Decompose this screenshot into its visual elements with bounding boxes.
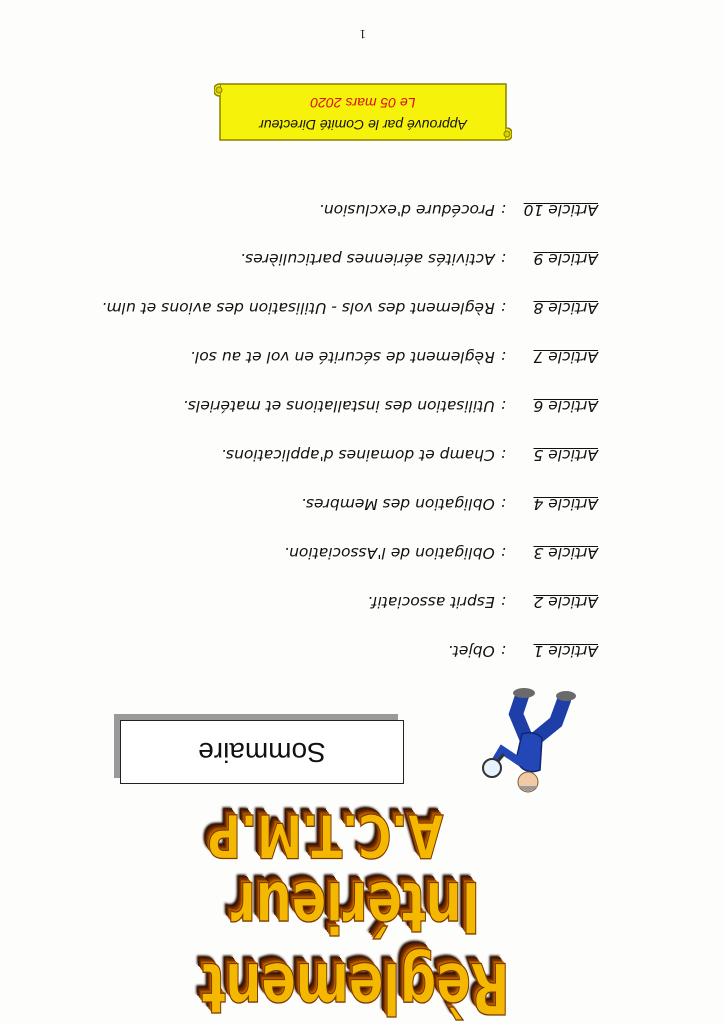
approval-text: Approuvé par le Comité Directeur [259, 117, 467, 133]
list-item: Article 10 : Procédure d'exclusion. [318, 201, 598, 219]
article-title: Procédure d'exclusion. [318, 201, 495, 219]
article-title: Obligation de l'Association. [284, 544, 495, 562]
list-item: Article 9 : Activités aériennes particulières. [240, 250, 598, 268]
article-label: Article 6 [533, 397, 598, 415]
article-label: Article 8 [533, 299, 598, 317]
title-line-2: A.C.T.M.P [208, 800, 444, 872]
list-item: Article 7 : Règlement de sécurité en vol et au sol. [190, 348, 598, 366]
approval-date: Le 05 mars 2020 [310, 95, 416, 111]
list-item: Article 6 : Utilisation des installations et matériels. [182, 397, 598, 415]
list-item: Article 1 : Objet. [447, 642, 598, 660]
list-item: Article 4 : Obligation des Membres. [301, 495, 598, 513]
summary-heading-box [120, 720, 404, 784]
article-label: Article 5 [533, 446, 598, 464]
article-title: Obligation des Membres. [301, 495, 495, 513]
article-label: Article 2 [533, 593, 598, 611]
article-label: Article 4 [533, 495, 598, 513]
approval-scroll [214, 80, 512, 144]
title-line-1: Règlement Intérieur [202, 865, 510, 1027]
list-item: Article 3 : Obligation de l'Association. [284, 544, 598, 562]
article-title: Règlement de sécurité en vol et au sol. [190, 348, 495, 366]
article-title: Esprit associatif. [367, 593, 495, 611]
article-label: Article 10 [523, 201, 598, 219]
page-number: 1 [359, 27, 366, 42]
article-title: Activités aériennes particulières. [240, 250, 495, 268]
article-label: Article 1 [533, 642, 598, 660]
article-title: Utilisation des installations et matériels. [182, 397, 495, 415]
article-title: Objet. [447, 642, 495, 660]
list-item: Article 5 : Champ et domaines d'applications. [221, 446, 598, 464]
article-list [38, 170, 598, 660]
article-label: Article 3 [533, 544, 598, 562]
title-wordart [76, 800, 636, 1027]
list-item: Article 2 : Esprit associatif. [367, 593, 598, 611]
article-label: Article 9 [533, 250, 598, 268]
article-title: Règlement des vols - Utilisation des avions et ulm. [101, 299, 495, 317]
summary-heading: Sommaire [198, 737, 326, 768]
inspector-with-magnifier-icon [474, 688, 586, 800]
article-title: Champ et domaines d'applications. [221, 446, 495, 464]
article-label: Article 7 [533, 348, 598, 366]
list-item: Article 8 : Règlement des vols - Utilisation des avions et ulm. [101, 299, 598, 317]
